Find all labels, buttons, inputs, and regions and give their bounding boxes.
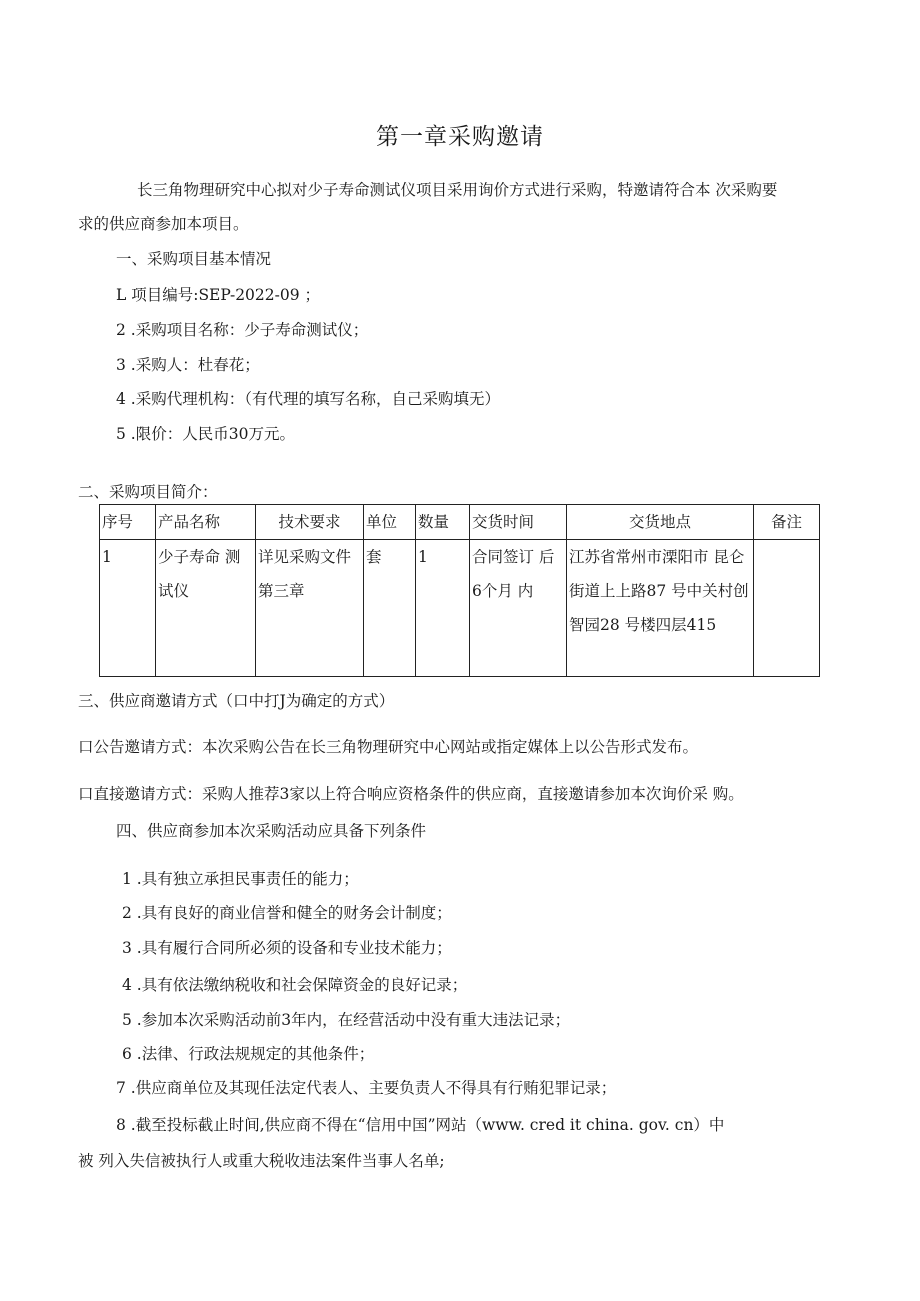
table-row (100, 540, 820, 677)
chapter-title: 第一章采购邀请 (376, 124, 544, 150)
section4-item: 7 .供应商单位及其现任法定代表人、主要负责人不得具有行贿犯罪记录； (116, 1079, 617, 1097)
section4-item: 4 .具有依法缴纳税收和社会保障资金的良好记录； (122, 976, 468, 994)
header-cell: 单位 (364, 505, 416, 540)
table-cell: 江苏省常州市溧阳市 昆仑街道上上路87 号中关村创智园28 号楼四层415 (567, 540, 754, 677)
header-cell: 技术要求 (256, 505, 364, 540)
section3-heading: 三、供应商邀请方式（口中打J为确定的方式） (78, 692, 395, 710)
section4-item: 6 .法律、行政法规规定的其他条件； (122, 1045, 375, 1063)
header-cell: 产品名称 (156, 505, 256, 540)
section1-item: 2 .采购项目名称：少子寿命测试仪； (116, 321, 369, 339)
section1-item: L 项目编号:SEP-2022-09 ； (116, 286, 321, 304)
table-cell: 合同签订 后6个月 内 (470, 540, 567, 677)
header-cell: 交货时间 (470, 505, 567, 540)
direct-invitation-option: 口直接邀请方式：采购人推荐3家以上符合响应资格条件的供应商，直接邀请参加本次询价采 购。 (78, 785, 744, 803)
table-header-row (100, 505, 820, 540)
section4-item: 2 .具有良好的商业信誉和健全的财务会计制度； (122, 904, 452, 922)
section4-item-8-line-1: 8 .截至投标截止时间,供应商不得在“信用中国”网站（www. cred it china. gov. cn）中 (116, 1116, 725, 1134)
table-cell (754, 540, 820, 677)
table-cell: 1 (100, 540, 156, 677)
table-cell: 套 (364, 540, 416, 677)
section1-item: 3 .采购人：杜春花； (116, 356, 260, 374)
header-cell: 备注 (754, 505, 820, 540)
table-cell: 少子寿命 测试仪 (156, 540, 256, 677)
section4-item: 3 .具有履行合同所必须的设备和专业技术能力； (122, 939, 452, 957)
procurement-table (99, 504, 820, 677)
section2-heading: 二、采购项目简介： (78, 483, 218, 501)
section4-heading: 四、供应商参加本次采购活动应具备下列条件 (116, 822, 427, 840)
section4-item-8-line-2: 被 列入失信被执行人或重大税收违法案件当事人名单; (78, 1152, 445, 1170)
intro-line-2: 求的供应商参加本项目。 (78, 215, 249, 233)
table-cell: 1 (416, 540, 470, 677)
section4-item: 1 .具有独立承担民事责任的能力； (122, 870, 359, 888)
table-cell: 详见采购文件第三章 (256, 540, 364, 677)
section4-item: 5 .参加本次采购活动前3年内，在经营活动中没有重大违法记录； (122, 1011, 571, 1029)
intro-line-1: 长三角物理研究中心拟对少子寿命测试仪项目采用询价方式进行采购，特邀请符合本 次采购要 (137, 181, 778, 199)
public-invitation-option: 口公告邀请方式：本次采购公告在长三角物理研究中心网站或指定媒体上以公告形式发布。 (78, 738, 699, 756)
header-cell: 数量 (416, 505, 470, 540)
section1-item: 5 .限价：人民币30万元。 (116, 425, 295, 443)
header-cell: 交货地点 (567, 505, 754, 540)
section1-item: 4 .采购代理机构：（有代理的填写名称，自己采购填无） (116, 390, 500, 408)
header-cell: 序号 (100, 505, 156, 540)
section1-heading: 一、采购项目基本情况 (116, 250, 272, 268)
